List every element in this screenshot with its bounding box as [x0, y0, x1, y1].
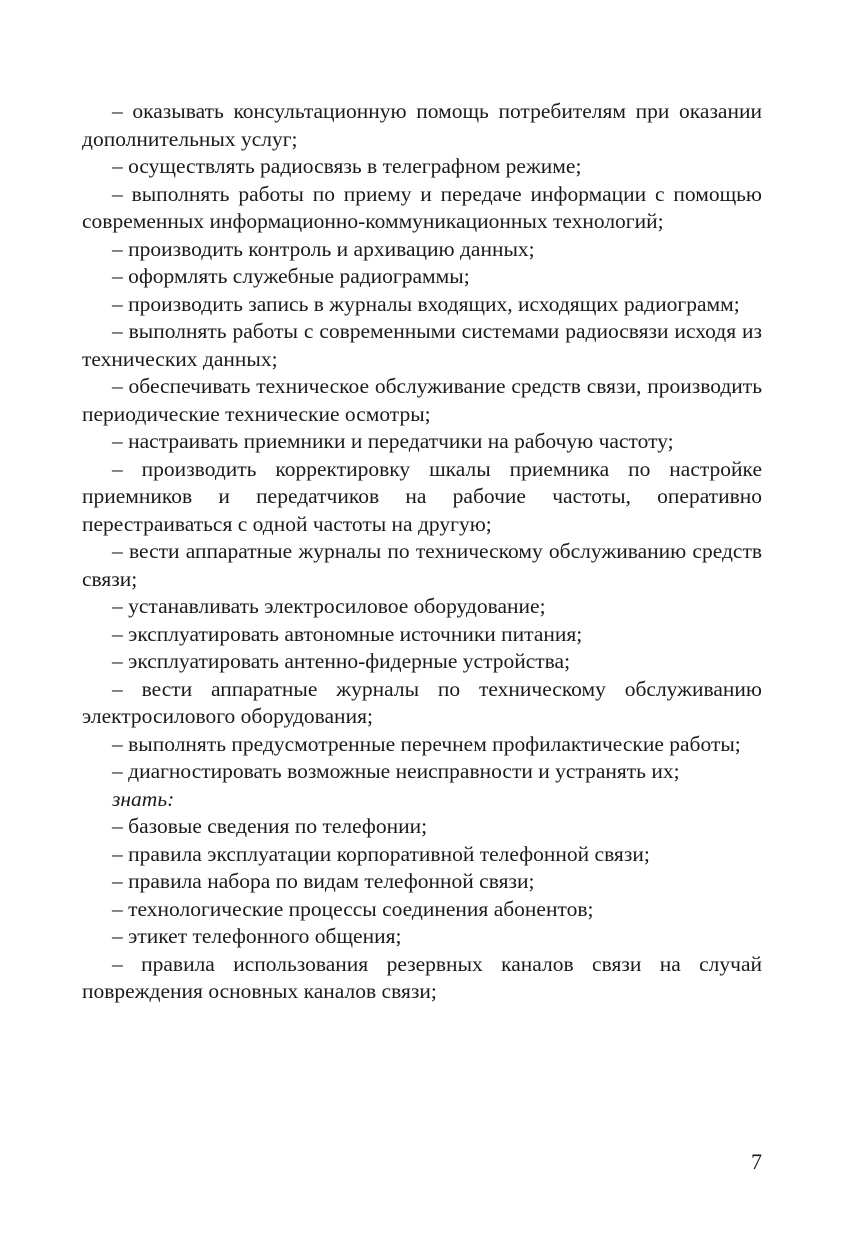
- section-label: знать:: [112, 786, 175, 811]
- list-item: – выполнять работы по приему и передаче информации с помощью современных информационно-коммуникационных технологий;: [82, 181, 762, 233]
- list-item: – устанавливать электросиловое оборудование;: [112, 594, 546, 618]
- list-item: – настраивать приемники и передатчики на рабочую частоту;: [112, 429, 674, 453]
- list-item: – выполнять предусмотренные перечнем профилактические работы;: [112, 731, 741, 756]
- list-item: – производить запись в журналы входящих, исходящих радиограмм;: [112, 291, 740, 316]
- list-item: – производить корректировку шкалы приемника по настройке приемников и передатчиков на рабочие частоты, оперативно перестраиваться с одной частоты на другую;: [82, 456, 762, 536]
- list-item: – правила эксплуатации корпоративной телефонной связи;: [112, 841, 650, 866]
- list-item: – обеспечивать техническое обслуживание средств связи, производить периодические технические осмотры;: [82, 374, 762, 426]
- list-item: – осуществлять радиосвязь в телеграфном режиме;: [112, 154, 582, 178]
- list-item: – этикет телефонного общения;: [112, 924, 402, 948]
- list-item: – эксплуатировать автономные источники питания;: [112, 621, 583, 646]
- list-item: – производить контроль и архивацию данных;: [112, 236, 535, 261]
- list-item: – вести аппаратные журналы по техническому обслуживанию электросилового оборудования;: [82, 676, 762, 728]
- page-body: [82, 98, 762, 1006]
- list-item: – базовые сведения по телефонии;: [112, 814, 428, 838]
- list-item: – правила использования резервных каналов связи на случай повреждения основных каналов связи;: [82, 951, 762, 1003]
- list-item: – эксплуатировать антенно-фидерные устройства;: [112, 649, 571, 673]
- list-item: – вести аппаратные журналы по техническому обслуживанию средств связи;: [82, 539, 762, 591]
- list-item: – диагностировать возможные неисправности и устранять их;: [112, 759, 680, 783]
- list-item: – правила набора по видам телефонной связи;: [112, 869, 535, 893]
- list-item: – оказывать консультационную помощь потребителям при оказании дополнительных услуг;: [82, 99, 762, 151]
- list-item: – выполнять работы с современными системами радиосвязи исходя из технических данных;: [82, 319, 762, 371]
- list-item: – оформлять служебные радиограммы;: [112, 264, 470, 288]
- list-item: – технологические процессы соединения абонентов;: [112, 896, 594, 921]
- page-number: 7: [751, 1149, 762, 1174]
